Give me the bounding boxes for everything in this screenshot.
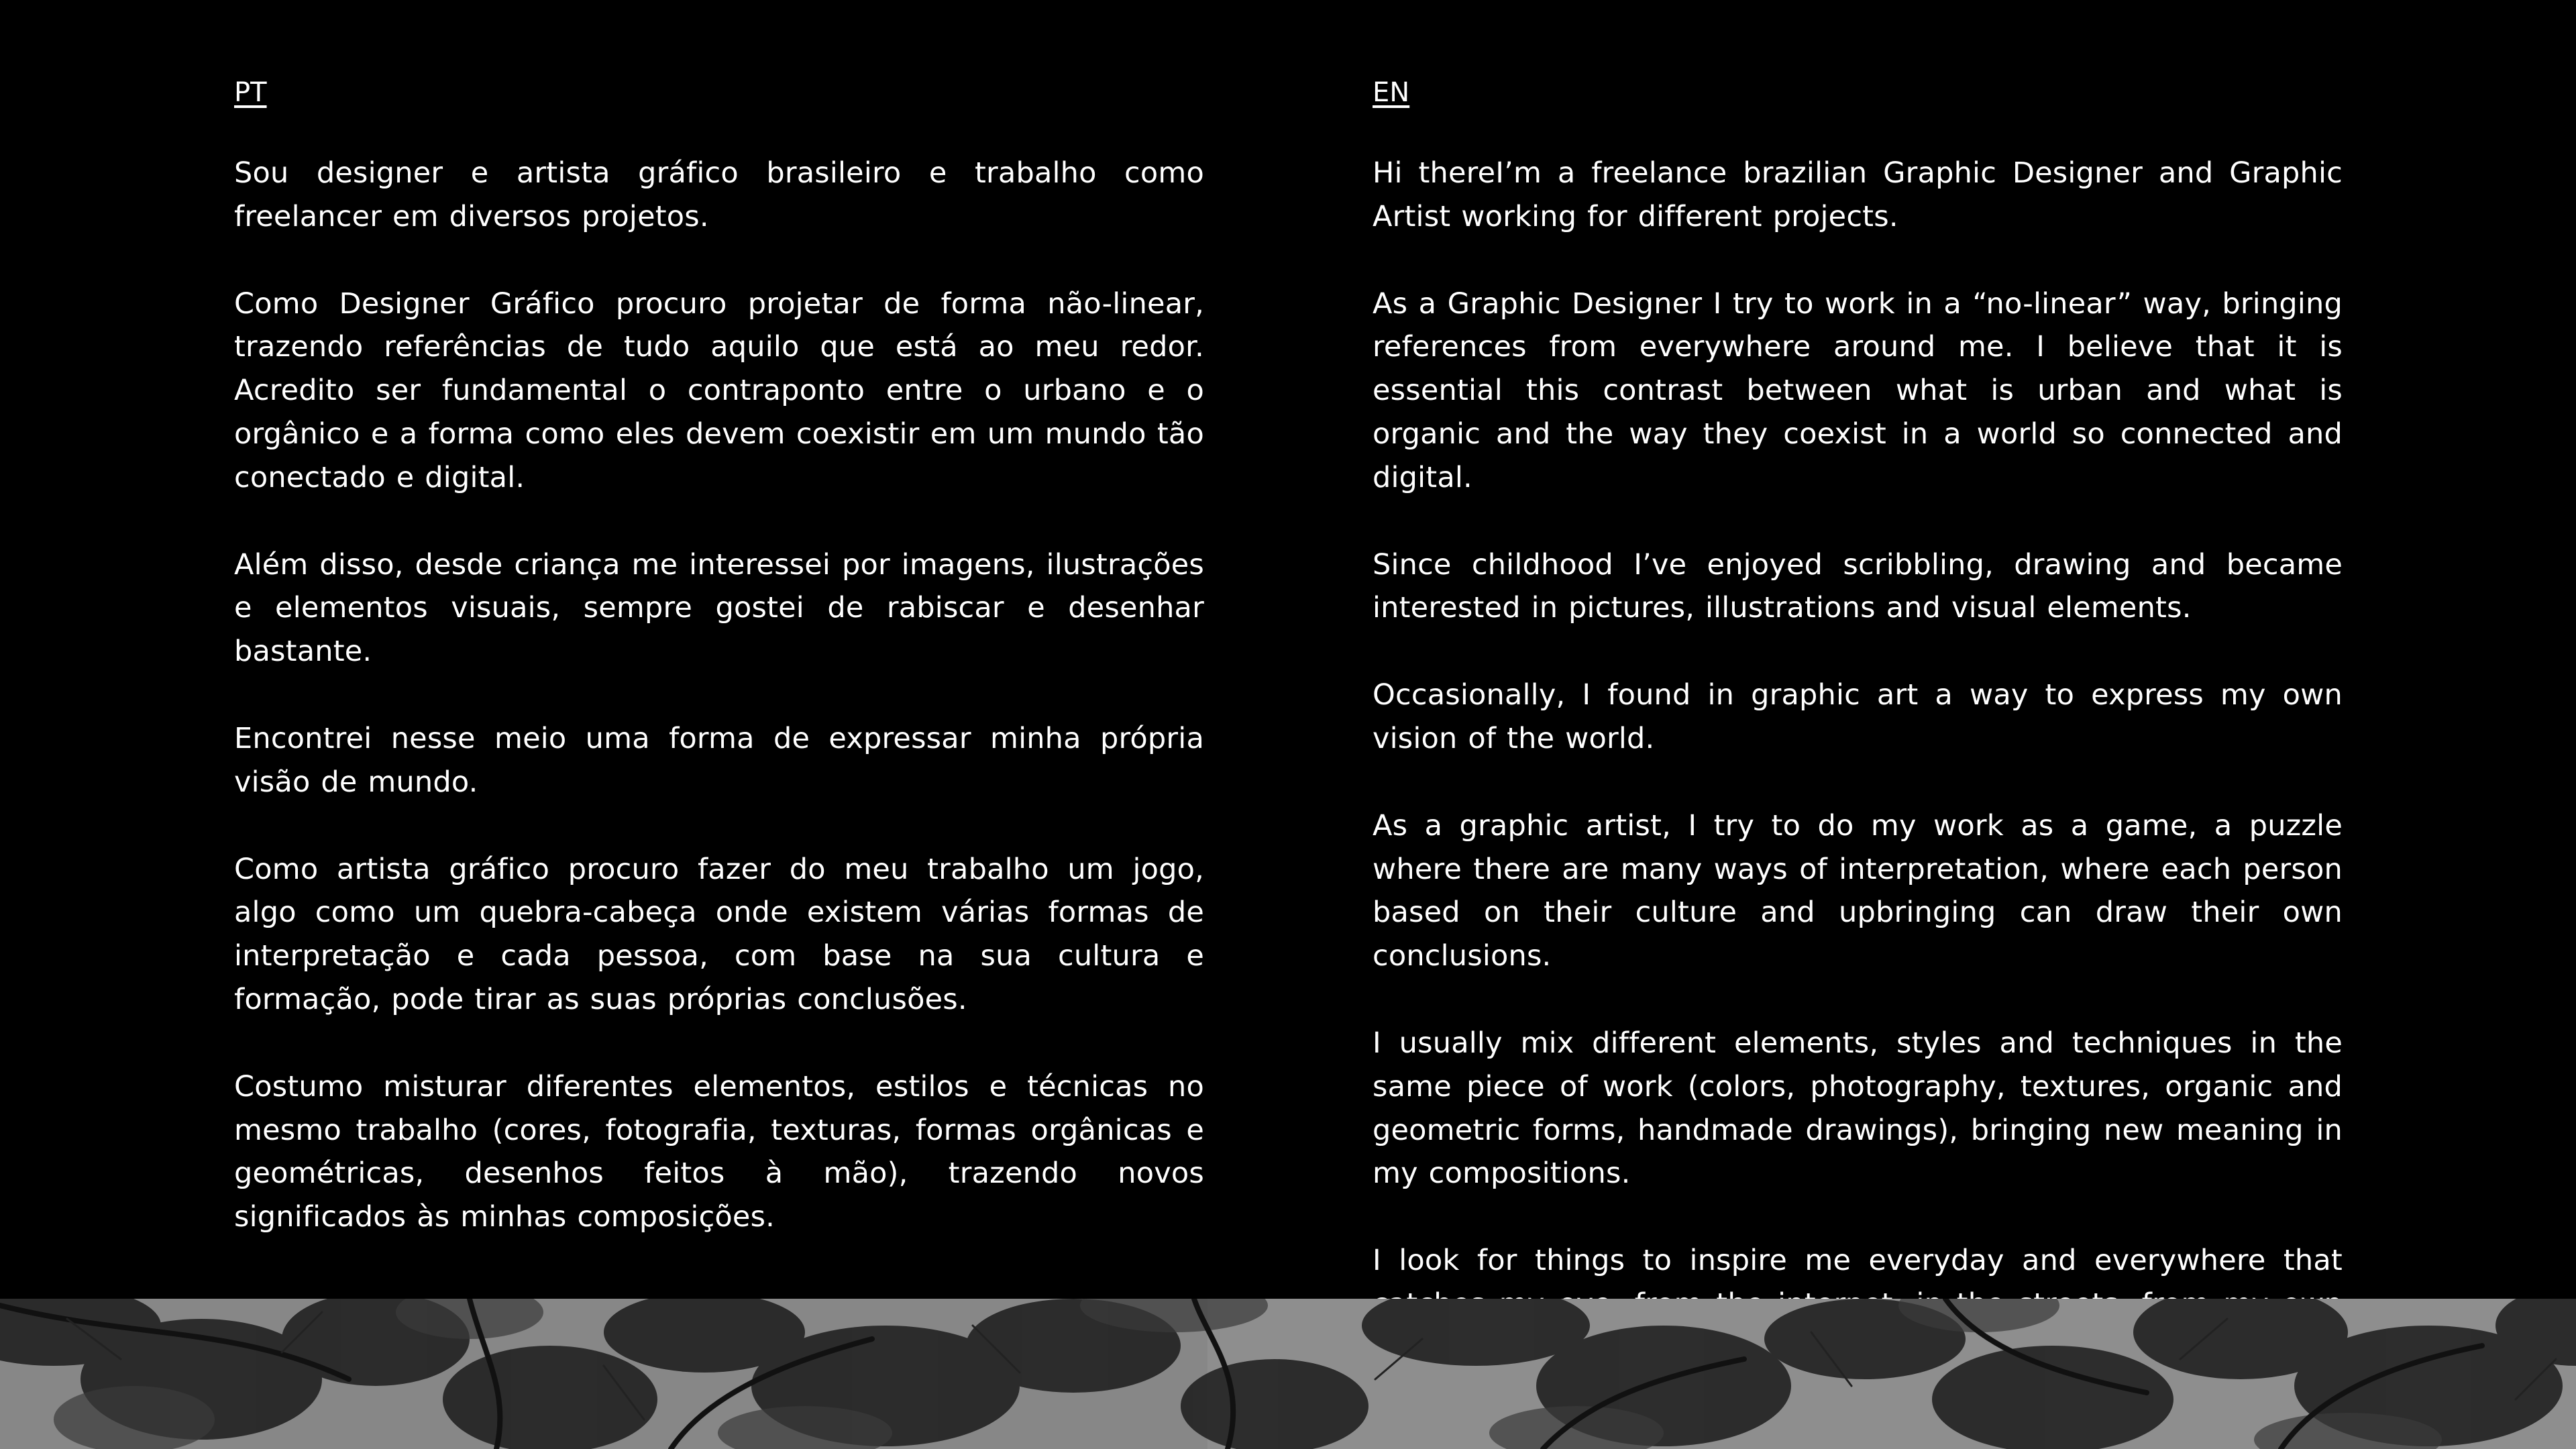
pt-paragraph-3: Além disso, desde criança me interessei por imagens, ilustrações e elementos visuais, sempre gostei de rabiscar e desenhar bastante. [234, 547, 1204, 669]
pt-paragraph-5: Como artista gráfico procuro fazer do meu trabalho um jogo, algo como um quebra-cabeça onde existem várias formas de interpretação e cada pessoa, com base na sua cultura e formação, pode tirar as suas próprias conclusões. [234, 852, 1204, 1016]
english-column [1373, 72, 2343, 1413]
en-paragraph-3: Since childhood I’ve enjoyed scribbling, drawing and became interested in pictures, illustrations and visual elements. [1373, 547, 2343, 625]
tree-canopy-photo [0, 1299, 2576, 1449]
en-paragraph-4: Occasionally, I found in graphic art a way to express my own vision of the world. [1373, 678, 2343, 755]
tree-canopy-illustration [0, 1299, 2576, 1449]
en-paragraph-7: I look for things to inspire me everyday and everywhere that [1373, 1244, 2343, 1278]
pt-paragraph-6: Costumo misturar diferentes elementos, estilos e técnicas no mesmo trabalho (cores, fotografia, texturas, formas orgânicas e geométricas, desenhos feitos à mão), trazendo novos significados às minhas composições. [234, 1069, 1204, 1234]
pt-paragraph-2: Como Designer Gráfico procuro projetar de forma não-linear, trazendo referências de tudo aquilo que está ao meu redor. Acredito ser fundamental o contraponto entre o urbano e o orgânico e a forma como eles devem coexistir em um mundo tão conectado e digital. [234, 286, 1204, 494]
pt-paragraph-1: Sou designer e artista gráfico brasileiro e trabalho como freelancer em diversos projetos. [234, 156, 1204, 233]
lang-link-en[interactable]: EN [1373, 77, 1410, 108]
en-paragraph-6: I usually mix different elements, styles and techniques in the same piece of work (colors, photography, textures, organic and geometric forms, handmade drawings), bringing new meaning in my compositions. [1373, 1026, 2343, 1191]
lang-link-pt[interactable]: PT [234, 77, 267, 108]
pt-paragraph-4: Encontrei nesse meio uma forma de expressar minha própria visão de mundo. [234, 721, 1204, 799]
en-paragraph-2: As a Graphic Designer I try to work in a “no-linear” way, bringing references from everywhere around me. I believe that it is essential this contrast between what is urban and what is organic and the way they coexist in a world so connected and digital. [1373, 286, 2343, 494]
en-paragraph-5: As a graphic artist, I try to do my work as a game, a puzzle where there are many ways of interpretation, where each person based on their culture and upbringing can draw their own conclusions. [1373, 808, 2343, 973]
en-paragraph-1: Hi thereI’m a freelance brazilian Graphic Designer and Graphic Artist working for different projects. [1373, 156, 2343, 233]
portuguese-column [234, 72, 1204, 1283]
